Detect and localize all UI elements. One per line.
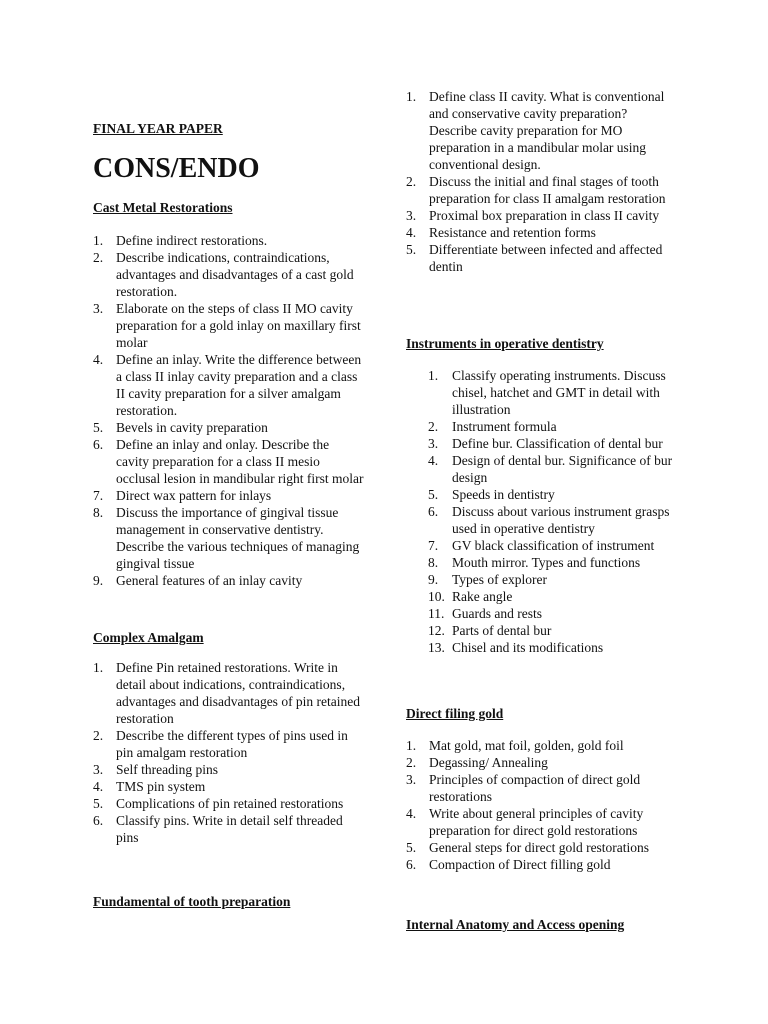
list-item-text: Define indirect restorations. [116, 233, 268, 248]
list-item [93, 795, 361, 812]
list-item-text: Principles of compaction of direct gold restorations [429, 772, 641, 804]
list-item-text: Instrument formula [452, 419, 557, 434]
list-item-number: 5. [406, 840, 417, 855]
list-item-number: 3. [406, 772, 417, 787]
list-item [406, 571, 681, 588]
list-item [93, 436, 365, 487]
list-item-number: 12. [428, 623, 445, 638]
list-item [406, 486, 681, 503]
list-item-text: Direct wax pattern for inlays [116, 488, 272, 503]
list-item [406, 435, 681, 452]
list-item-number: 5. [406, 242, 417, 257]
list-item [406, 639, 681, 656]
list-item [406, 241, 668, 275]
list-item-number: 2. [428, 419, 439, 434]
list-item [93, 249, 365, 300]
list-item [406, 588, 681, 605]
list-item-text: Define an inlay and onlay. Describe the cavity preparation for a class II mesio occlusal lesion in mandibular right first molar [116, 437, 364, 486]
list-item [93, 504, 365, 572]
list-item-text: Complications of pin retained restorations [116, 796, 344, 811]
list-item-text: Types of explorer [452, 572, 548, 587]
list-item-text: Define Pin retained restorations. Write in detail about indications, contraindications, advantages and disadvantages of pin retained restoration [116, 660, 361, 726]
list-item [406, 605, 681, 622]
list-item-number: 7. [428, 538, 439, 553]
list-item [406, 537, 681, 554]
list-item-number: 1. [406, 89, 417, 104]
list-item-text: Elaborate on the steps of class II MO cavity preparation for a gold inlay on maxillary first molar [116, 301, 361, 350]
list-item-text: Speeds in dentistry [452, 487, 555, 502]
list-item-number: 3. [406, 208, 417, 223]
list-item-text: Mouth mirror. Types and functions [452, 555, 641, 570]
list-item-number: 4. [406, 806, 417, 821]
list-item [406, 754, 678, 771]
list-item [406, 771, 678, 805]
list-item-number: 7. [93, 488, 104, 503]
heading-instruments-operative-dentistry: Instruments in operative dentistry [406, 336, 604, 351]
list-item [93, 572, 365, 589]
list-item [93, 300, 365, 351]
list-item-number: 8. [93, 505, 104, 520]
list-item-text: Self threading pins [116, 762, 218, 777]
list-item-text: Guards and rests [452, 606, 542, 621]
list-item [406, 452, 681, 486]
list-item-text: Discuss about various instrument grasps used in operative dentistry [452, 504, 670, 536]
list-item-number: 11. [428, 606, 445, 621]
list-item [93, 419, 365, 436]
list-item-number: 1. [93, 660, 104, 675]
list-item [93, 812, 361, 846]
list-item [93, 232, 365, 249]
list-item [406, 503, 681, 537]
list-item [406, 622, 681, 639]
list-item-text: Mat gold, mat foil, golden, gold foil [429, 738, 624, 753]
list-item-number: 4. [93, 352, 104, 367]
list-item [406, 207, 668, 224]
list-item-number: 4. [406, 225, 417, 240]
paper-label: FINAL YEAR PAPER [93, 121, 223, 136]
list-item [406, 554, 681, 571]
list-item-text: Define bur. Classification of dental bur [452, 436, 663, 451]
list-item [406, 737, 678, 754]
list-item [93, 659, 361, 727]
list-fundamental-tooth-preparation [406, 88, 668, 275]
list-item [406, 805, 678, 839]
list-item-number: 2. [93, 728, 104, 743]
list-item-text: General steps for direct gold restorations [429, 840, 650, 855]
list-item-number: 2. [406, 755, 417, 770]
list-item [93, 778, 361, 795]
list-item-number: 1. [93, 233, 104, 248]
list-cast-metal-restorations [93, 232, 365, 589]
list-item-number: 10. [428, 589, 445, 604]
list-item-text: Degassing/ Annealing [429, 755, 548, 770]
list-item-text: Differentiate between infected and affected dentin [429, 242, 663, 274]
list-item-text: Compaction of Direct filling gold [429, 857, 611, 872]
list-item-number: 6. [93, 437, 104, 452]
list-item [406, 839, 678, 856]
list-item-text: Write about general principles of cavity preparation for direct gold restorations [429, 806, 644, 838]
heading-direct-filing-gold: Direct filing gold [406, 706, 504, 721]
list-instruments-operative-dentistry [406, 367, 681, 656]
list-item-number: 3. [428, 436, 439, 451]
list-item-text: Classify pins. Write in detail self threaded pins [116, 813, 343, 845]
heading-complex-amalgam: Complex Amalgam [93, 630, 204, 645]
list-item-text: Define an inlay. Write the difference between a class II inlay cavity preparation and a class II cavity preparation for a silver amalgam restoration. [116, 352, 362, 418]
heading-cast-metal-restorations: Cast Metal Restorations [93, 200, 233, 215]
list-item-number: 5. [93, 420, 104, 435]
list-item [93, 487, 365, 504]
list-item-text: Design of dental bur. Significance of bur design [452, 453, 673, 485]
list-item-number: 6. [93, 813, 104, 828]
list-item-number: 5. [93, 796, 104, 811]
list-item [93, 351, 365, 419]
list-item-number: 6. [406, 857, 417, 872]
list-item-text: Rake angle [452, 589, 513, 604]
list-item-number: 8. [428, 555, 439, 570]
heading-internal-anatomy-access-opening: Internal Anatomy and Access opening [406, 917, 625, 932]
list-item-number: 2. [406, 174, 417, 189]
list-item-number: 6. [428, 504, 439, 519]
heading-fundamental-tooth-preparation: Fundamental of tooth preparation [93, 894, 291, 909]
list-item-text: Discuss the initial and final stages of tooth preparation for class II amalgam restoration [429, 174, 666, 206]
list-item-text: Describe the different types of pins used in pin amalgam restoration [116, 728, 348, 760]
list-item-text: Describe indications, contraindications, advantages and disadvantages of a cast gold restoration. [116, 250, 354, 299]
list-complex-amalgam [93, 659, 361, 846]
list-item-number: 3. [93, 762, 104, 777]
list-item-text: GV black classification of instrument [452, 538, 655, 553]
list-item-number: 4. [93, 779, 104, 794]
list-item-text: Define class II cavity. What is conventional and conservative cavity preparation? Describe cavity preparation for MO preparation in a mandibular molar using conventional design. [429, 89, 665, 172]
list-item [406, 173, 668, 207]
page-title: CONS/ENDO [93, 153, 260, 184]
list-item-number: 4. [428, 453, 439, 468]
list-item [406, 88, 668, 173]
list-direct-filing-gold [406, 737, 678, 873]
list-item-text: General features of an inlay cavity [116, 573, 303, 588]
list-item-text: Parts of dental bur [452, 623, 552, 638]
list-item-number: 3. [93, 301, 104, 316]
list-item [93, 761, 361, 778]
list-item-number: 5. [428, 487, 439, 502]
list-item-text: Resistance and retention forms [429, 225, 596, 240]
list-item-text: TMS pin system [116, 779, 206, 794]
list-item [93, 727, 361, 761]
list-item-number: 9. [428, 572, 439, 587]
list-item-number: 1. [406, 738, 417, 753]
list-item-number: 2. [93, 250, 104, 265]
list-item-text: Proximal box preparation in class II cavity [429, 208, 660, 223]
list-item-number: 13. [428, 640, 445, 655]
list-item-number: 9. [93, 573, 104, 588]
list-item-number: 1. [428, 368, 439, 383]
list-item-text: Bevels in cavity preparation [116, 420, 268, 435]
list-item [406, 224, 668, 241]
list-item-text: Classify operating instruments. Discuss chisel, hatchet and GMT in detail with illustration [452, 368, 666, 417]
list-item-text: Chisel and its modifications [452, 640, 604, 655]
list-item [406, 856, 678, 873]
list-item [406, 418, 681, 435]
list-item-text: Discuss the importance of gingival tissue management in conservative dentistry. Describe the various techniques of managing gingival tissue [116, 505, 360, 571]
list-item [406, 367, 681, 418]
